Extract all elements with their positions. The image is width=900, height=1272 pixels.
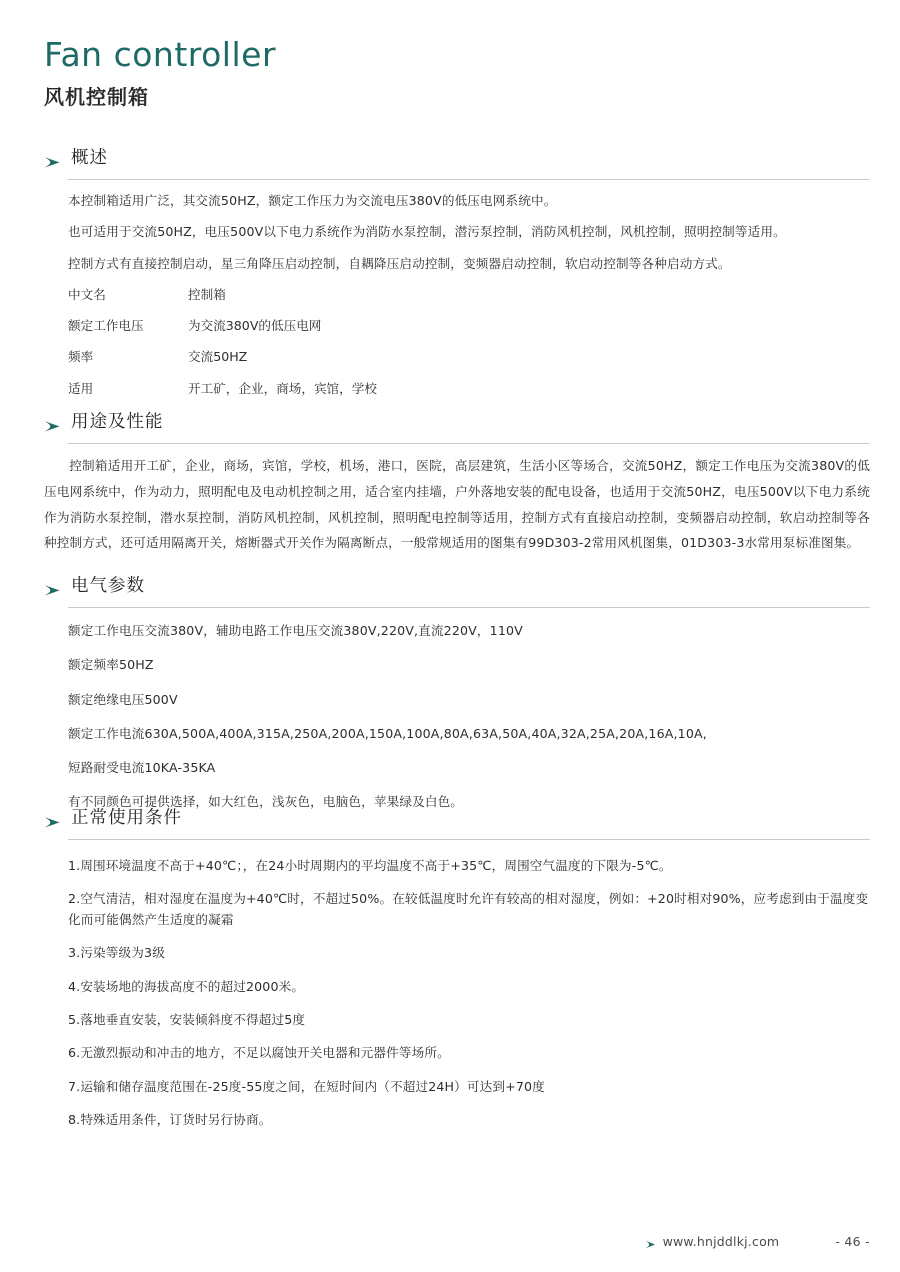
section-overview (44, 146, 870, 398)
arrow-right-icon (44, 418, 61, 431)
section-normal-conditions (44, 806, 870, 1131)
title-english: Fan controller (44, 35, 277, 74)
page-footer (44, 1232, 870, 1250)
spec-list (68, 286, 870, 398)
paragraph: 控制方式有直接控制启动，星三角降压启动控制，自耦降压启动控制，变频器启动控制，软启动控制等各种启动方式。 (68, 255, 731, 271)
list-item: 6.无激烈振动和冲击的地方，不足以腐蚀开关电器和元器件等场所。 (68, 1045, 450, 1061)
spec-value: 开工矿，企业，商场，宾馆，学校 (188, 380, 377, 396)
spec-row (68, 317, 870, 335)
arrow-right-icon (44, 154, 61, 167)
list-item: 8.特殊适用条件，订货时另行协商。 (68, 1112, 272, 1128)
section-body (68, 192, 870, 398)
paragraph: 额定工作电流630A,500A,400A,315A,250A,200A,150A,100A,80A,63A,50A,40A,32A,25A,20A,16A,10A, (68, 725, 707, 741)
section-electrical-parameters (44, 574, 870, 812)
section-usage-performance (44, 410, 870, 556)
section-header (44, 410, 870, 436)
spec-key: 频率 (68, 349, 94, 365)
section-divider (68, 839, 870, 840)
section-divider (68, 179, 870, 180)
spec-value: 控制箱 (188, 286, 226, 302)
paragraph: 也可适用于交流50HZ，电压500V以下电力系统作为消防水泵控制，潜污泵控制，消防风机控制，风机控制，照明控制等适用。 (68, 224, 786, 240)
arrow-right-icon (44, 814, 61, 827)
section-divider (68, 607, 870, 608)
arrow-right-icon (44, 582, 61, 595)
title-chinese: 风机控制箱 (44, 85, 149, 110)
spec-key: 额定工作电压 (68, 318, 144, 333)
paragraph: 短路耐受电流10KA-35KA (68, 760, 216, 775)
list-item: 1.周围环境温度不高于+40℃；，在24小时周期内的平均温度不高于+35℃，周围空气温度的下限为-5℃。 (68, 858, 672, 873)
paragraph: 本控制箱适用广泛，其交流50HZ，额定工作压力为交流电压380V的低压电网系统中。 (68, 193, 557, 208)
section-title: 概述 (71, 148, 108, 169)
spec-key: 适用 (68, 380, 94, 396)
paragraph: 额定频率50HZ (68, 657, 154, 673)
footer-website-label: www.hnjddlkj.com (662, 1233, 780, 1249)
page-title (44, 36, 276, 110)
section-title: 正常使用条件 (71, 808, 182, 829)
arrow-right-icon (645, 1237, 656, 1246)
list-item: 3.污染等级为3级 (68, 945, 165, 961)
paragraph: 有不同颜色可提供选择，如大红色，浅灰色，电脑色，苹果绿及白色。 (68, 794, 464, 810)
paragraph: 控制箱适用开工矿，企业，商场，宾馆，学校，机场，港口，医院，高层建筑，生活小区等场合，交流50HZ，额定工作电压为交流380V的低压电网系统中，作为动力，照明配电及电动机控制之用，适合室内挂墙，户外落地安装的配电设备，也适用于交流50HZ，电压500V以下电力系统作为消防水泵控制，潜水泵控制，消防风机控制，风机控制，照明配电控制等适用，控制方式有直接启动控制，变频器启动控制，软启动控制等各种控制方式，还可适用隔离开关，熔断器式开关作为隔离断点，一般常规适用的图集有99D303-2常用风机图集，01D303-3水常用泵标准图集。 (44, 458, 870, 551)
section-body (68, 856, 870, 1131)
section-body (44, 453, 870, 556)
spec-row (68, 348, 870, 366)
spec-value: 交流50HZ (188, 349, 248, 365)
section-title: 电气参数 (71, 576, 145, 597)
section-header (44, 146, 870, 172)
section-title: 用途及性能 (71, 412, 164, 433)
section-body (68, 622, 870, 812)
spec-key: 中文名 (68, 286, 106, 302)
list-item: 2.空气清洁，相对湿度在温度为+40℃时，不超过50%。在较低温度时允许有较高的相对湿度，例如：+20时相对90%，应考虑到由于温度变化而可能偶然产生适度的凝霜 (68, 891, 869, 927)
spec-row (68, 286, 870, 304)
spec-value: 为交流380V的低压电网 (188, 318, 322, 333)
section-header (44, 806, 870, 832)
spec-row (68, 380, 870, 398)
section-divider (68, 443, 870, 444)
section-header (44, 574, 870, 600)
page-number: - 46 - (835, 1233, 870, 1249)
list-item: 4.安装场地的海拔高度不的超过2000米。 (68, 978, 305, 994)
footer-website[interactable] (645, 1234, 780, 1249)
paragraph: 额定工作电压交流380V，辅助电路工作电压交流380V,220V,直流220V，110V (68, 623, 523, 638)
paragraph: 额定绝缘电压500V (68, 691, 178, 707)
list-item: 5.落地垂直安装，安装倾斜度不得超过5度 (68, 1011, 306, 1027)
list-item: 7.运输和储存温度范围在-25度-55度之间，在短时间内（不超过24H）可达到+70度 (68, 1078, 545, 1094)
